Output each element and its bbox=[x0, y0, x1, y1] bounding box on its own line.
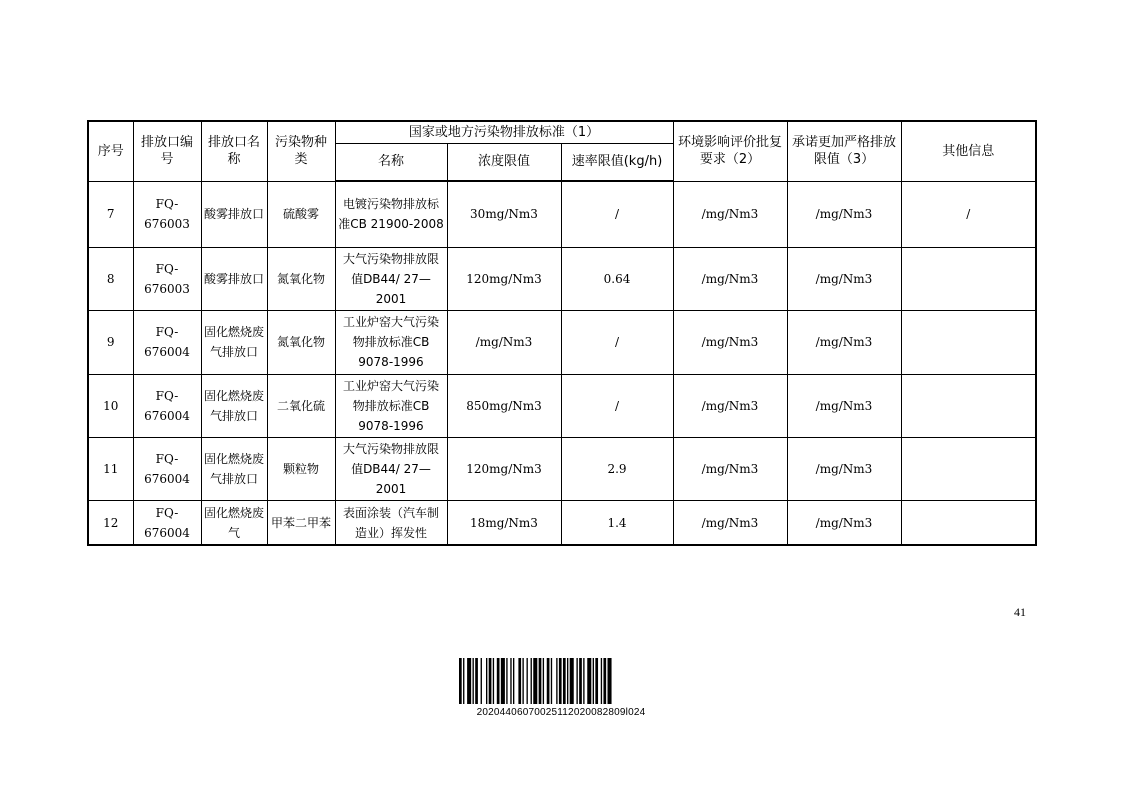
cell-std-name: 大气污染物排放限值DB44/ 27—2001 bbox=[335, 247, 447, 310]
cell-outlet-name: 固化燃烧废气排放口 bbox=[201, 374, 267, 437]
cell-seq: 12 bbox=[88, 501, 133, 545]
table-row bbox=[88, 311, 1036, 374]
cell-rate: 1.4 bbox=[561, 501, 673, 545]
header-outlet-name: 排放口名称 bbox=[201, 121, 267, 181]
cell-outlet-id: FQ-676003 bbox=[133, 181, 201, 247]
cell-std-name: 表面涂装（汽车制造业）挥发性 bbox=[335, 501, 447, 545]
cell-outlet-id: FQ-676004 bbox=[133, 501, 201, 545]
cell-outlet-name: 酸雾排放口 bbox=[201, 181, 267, 247]
cell-eia: /mg/Nm3 bbox=[673, 501, 787, 545]
cell-seq: 9 bbox=[88, 311, 133, 374]
cell-rate: / bbox=[561, 311, 673, 374]
header-stricter: 承诺更加严格排放限值（3） bbox=[787, 121, 901, 181]
cell-outlet-id: FQ-676004 bbox=[133, 311, 201, 374]
cell-eia: /mg/Nm3 bbox=[673, 181, 787, 247]
cell-eia: /mg/Nm3 bbox=[673, 311, 787, 374]
cell-stricter: /mg/Nm3 bbox=[787, 437, 901, 500]
cell-rate: / bbox=[561, 181, 673, 247]
cell-seq: 11 bbox=[88, 437, 133, 500]
cell-outlet-id: FQ-676004 bbox=[133, 437, 201, 500]
cell-other bbox=[901, 311, 1036, 374]
cell-stricter: /mg/Nm3 bbox=[787, 181, 901, 247]
page-number: 41 bbox=[1014, 605, 1026, 619]
cell-eia: /mg/Nm3 bbox=[673, 437, 787, 500]
header-concentration: 浓度限值 bbox=[447, 143, 561, 181]
cell-concentration: 120mg/Nm3 bbox=[447, 247, 561, 310]
cell-eia: /mg/Nm3 bbox=[673, 374, 787, 437]
cell-std-name: 大气污染物排放限值DB44/ 27—2001 bbox=[335, 437, 447, 500]
cell-stricter: /mg/Nm3 bbox=[787, 501, 901, 545]
header-seq: 序号 bbox=[88, 121, 133, 181]
cell-outlet-name: 酸雾排放口 bbox=[201, 247, 267, 310]
cell-pollutant: 硫酸雾 bbox=[267, 181, 335, 247]
cell-seq: 7 bbox=[88, 181, 133, 247]
cell-outlet-id: FQ-676003 bbox=[133, 247, 201, 310]
cell-pollutant: 甲苯二甲苯 bbox=[267, 501, 335, 545]
table-row bbox=[88, 247, 1036, 310]
cell-other: / bbox=[901, 181, 1036, 247]
barcode-number: 20204406070025112020082809l024 bbox=[476, 707, 646, 718]
cell-stricter: /mg/Nm3 bbox=[787, 374, 901, 437]
barcode-image bbox=[459, 658, 663, 704]
cell-concentration: /mg/Nm3 bbox=[447, 311, 561, 374]
cell-other bbox=[901, 437, 1036, 500]
header-rate: 速率限值(kg/h) bbox=[561, 143, 673, 181]
cell-std-name: 工业炉窑大气污染物排放标准CB 9078-1996 bbox=[335, 374, 447, 437]
cell-seq: 10 bbox=[88, 374, 133, 437]
cell-rate: / bbox=[561, 374, 673, 437]
header-other: 其他信息 bbox=[901, 121, 1036, 181]
header-pollutant: 污染物种类 bbox=[267, 121, 335, 181]
cell-other bbox=[901, 501, 1036, 545]
header-outlet-id: 排放口编号 bbox=[133, 121, 201, 181]
emission-standards-table bbox=[87, 120, 1037, 546]
cell-outlet-name: 固化燃烧废气排放口 bbox=[201, 437, 267, 500]
cell-outlet-name: 固化燃烧废气排放口 bbox=[201, 311, 267, 374]
cell-concentration: 120mg/Nm3 bbox=[447, 437, 561, 500]
cell-std-name: 工业炉窑大气污染物排放标准CB 9078-1996 bbox=[335, 311, 447, 374]
cell-pollutant: 氮氧化物 bbox=[267, 247, 335, 310]
cell-other bbox=[901, 374, 1036, 437]
table-row bbox=[88, 374, 1036, 437]
cell-std-name: 电镀污染物排放标准CB 21900-2008 bbox=[335, 181, 447, 247]
header-std-name: 名称 bbox=[335, 143, 447, 181]
header-eia: 环境影响评价批复要求（2） bbox=[673, 121, 787, 181]
cell-outlet-name: 固化燃烧废气 bbox=[201, 501, 267, 545]
cell-stricter: /mg/Nm3 bbox=[787, 311, 901, 374]
table-row bbox=[88, 437, 1036, 500]
cell-concentration: 850mg/Nm3 bbox=[447, 374, 561, 437]
cell-eia: /mg/Nm3 bbox=[673, 247, 787, 310]
cell-pollutant: 颗粒物 bbox=[267, 437, 335, 500]
table-row bbox=[88, 501, 1036, 545]
cell-pollutant: 二氧化硫 bbox=[267, 374, 335, 437]
header-standard-group: 国家或地方污染物排放标准（1） bbox=[335, 121, 673, 143]
table-row bbox=[88, 181, 1036, 247]
cell-seq: 8 bbox=[88, 247, 133, 310]
cell-stricter: /mg/Nm3 bbox=[787, 247, 901, 310]
cell-pollutant: 氮氧化物 bbox=[267, 311, 335, 374]
cell-concentration: 18mg/Nm3 bbox=[447, 501, 561, 545]
cell-rate: 2.9 bbox=[561, 437, 673, 500]
cell-rate: 0.64 bbox=[561, 247, 673, 310]
cell-concentration: 30mg/Nm3 bbox=[447, 181, 561, 247]
cell-other bbox=[901, 247, 1036, 310]
cell-outlet-id: FQ-676004 bbox=[133, 374, 201, 437]
